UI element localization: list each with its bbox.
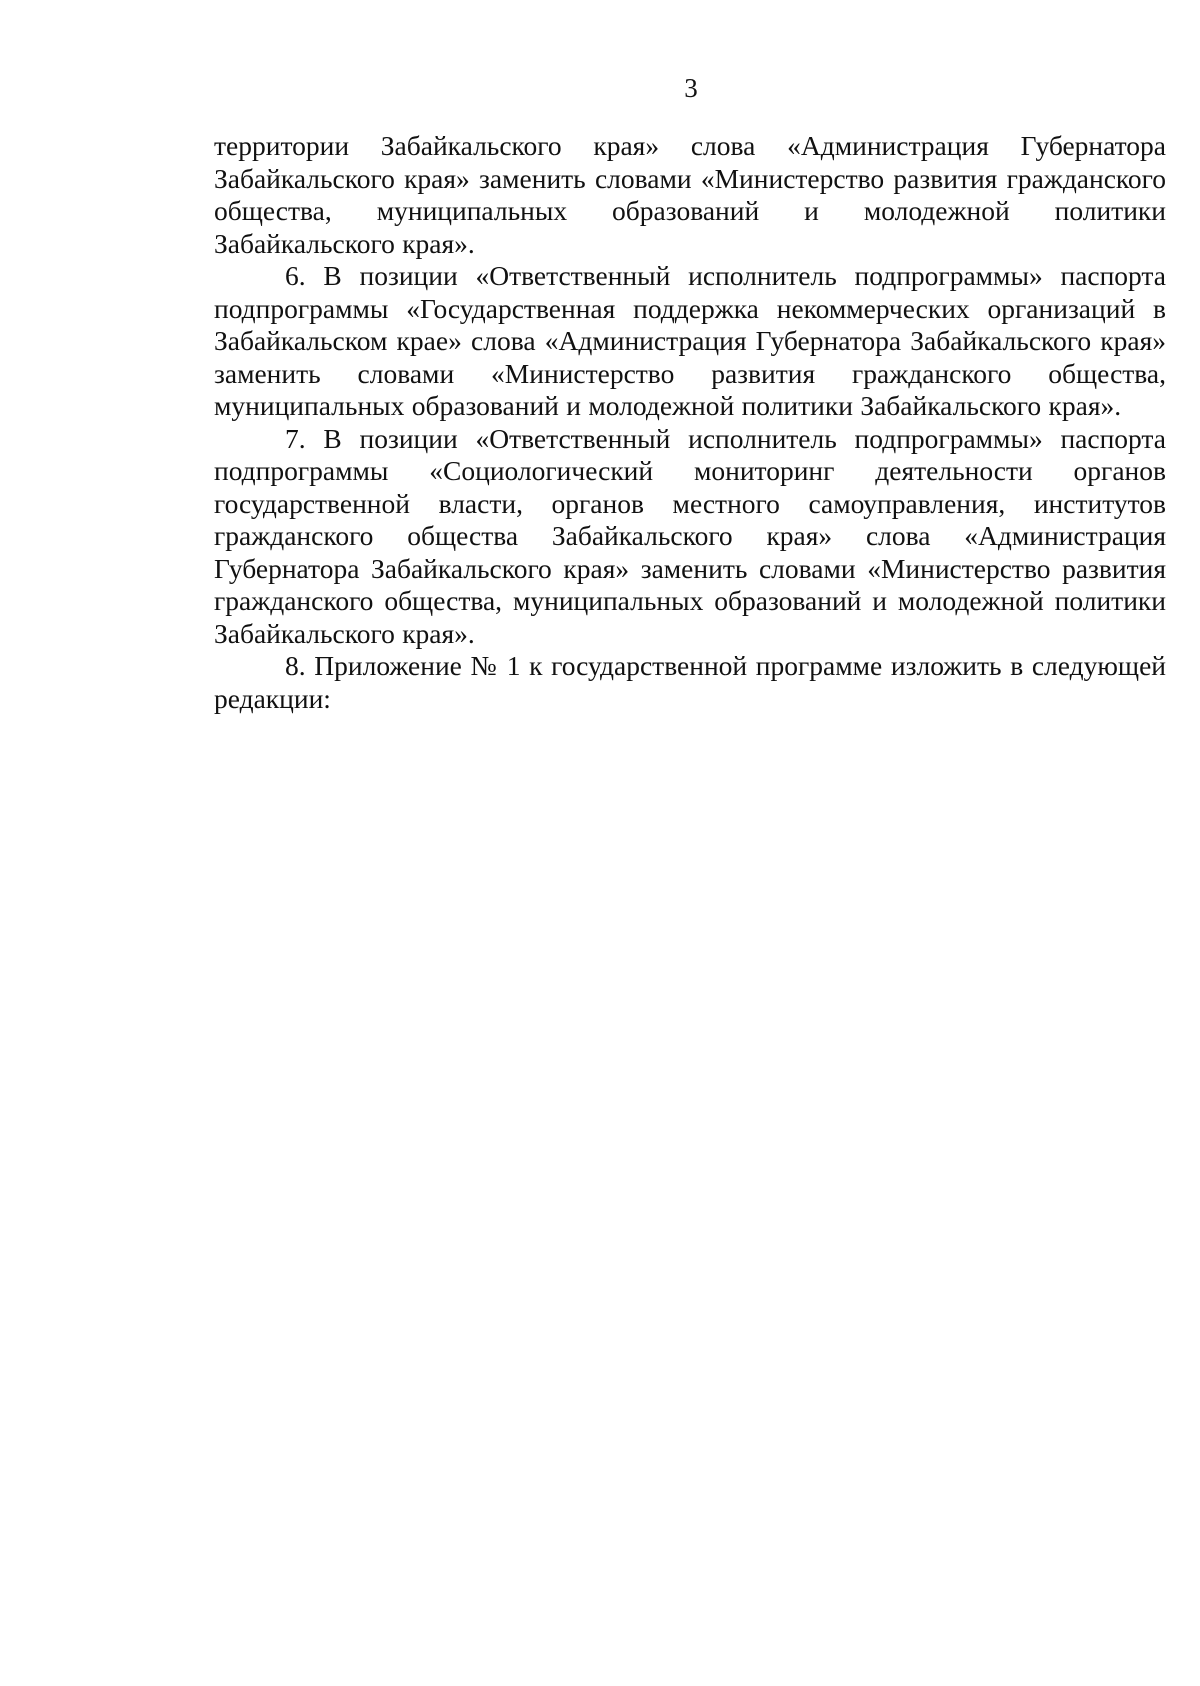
paragraph-item-6: 6. В позиции «Ответственный исполнитель подпрограммы» паспорта подпрограммы «Государственная поддержка некоммерческих организаций в Забайкальском крае» слова «Администрация Губернатора Забайкальского края» заменить словами «Министерство развития гражданского общества, муниципальных образований и молодежной политики Забайкальского края». [214,260,1166,421]
paragraph-continuation: территории Забайкальского края» слова «Администрация Губернатора Забайкальского края» заменить словами «Министерство развития гражданского общества, муниципальных образований и молодежной политики Забайкальского края». [214,130,1166,259]
paragraph-item-7: 7. В позиции «Ответственный исполнитель подпрограммы» паспорта подпрограммы «Социологический мониторинг деятельности органов государственной власти, органов местного самоуправления, институтов гражданского общества Забайкальского края» слова «Администрация Губернатора Забайкальского края» заменить словами «Министерство развития гражданского общества, муниципальных образований и молодежной политики Забайкальского края». [214,422,1166,649]
document-body [214,130,1166,715]
paragraph-item-8: 8. Приложение № 1 к государственной программе изложить в следующей редакции: [214,650,1166,714]
page-number: 3 [684,73,698,103]
